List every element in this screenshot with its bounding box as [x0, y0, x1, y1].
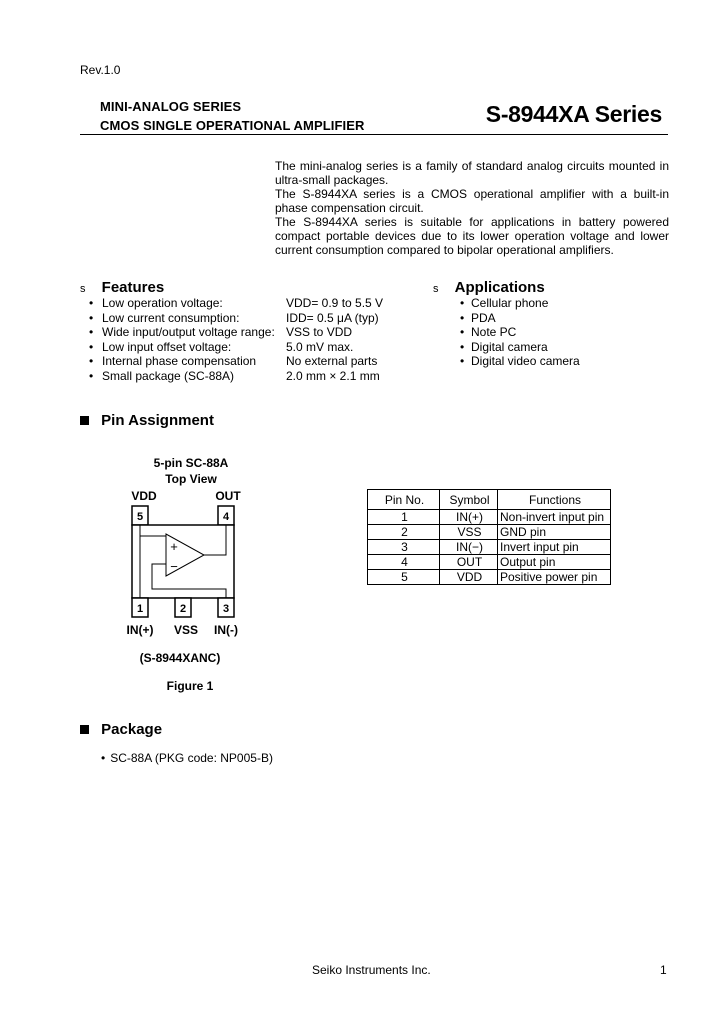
application-label: PDA: [471, 310, 496, 325]
bullet-icon: •: [101, 751, 106, 765]
table-cell: Positive power pin: [498, 570, 611, 585]
section-square-icon: [80, 416, 89, 425]
table-row: [368, 540, 611, 555]
feature-value: IDD= 0.5 μA (typ): [286, 310, 379, 325]
pin3-number: 3: [222, 603, 230, 615]
footer-company: Seiko Instruments Inc.: [312, 963, 431, 977]
figure-caption: Figure 1: [166, 679, 214, 693]
application-item: [460, 325, 580, 340]
feature-item: [89, 354, 429, 369]
part-name: (S-8944XANC): [139, 651, 221, 665]
header-rule: [80, 134, 668, 135]
table-cell: 5: [368, 570, 440, 585]
pin3-label: IN(-): [214, 623, 238, 637]
bullet-icon: •: [89, 354, 94, 369]
table-cell: VDD: [440, 570, 498, 585]
feature-value: VDD= 0.9 to 5.5 V: [286, 296, 384, 310]
table-cell: 4: [368, 555, 440, 570]
view-label: Top View: [165, 472, 217, 486]
feature-label: Small package (SC-88A): [102, 368, 235, 383]
table-cell: 2: [368, 525, 440, 540]
table-cell: IN(+): [440, 510, 498, 525]
bullet-icon: •: [89, 310, 94, 325]
feature-label: Low current consumption:: [102, 310, 240, 325]
opamp-minus: −: [170, 559, 178, 574]
application-item: [460, 296, 580, 311]
application-item: [460, 354, 580, 369]
intro-paragraph: The mini-analog series is a family of standard analog circuits mounted in ultra-small packages.: [275, 159, 669, 187]
intro-paragraph: The S-8944XA series is a CMOS operational amplifier with a built-in phase compensation circuit.: [275, 187, 669, 215]
bullet-icon: •: [460, 354, 465, 369]
feature-label: Internal phase compensation: [102, 354, 257, 369]
opamp-plus: +: [170, 539, 178, 554]
features-title: Features: [101, 279, 165, 296]
series-name: MINI-ANALOG SERIES: [100, 99, 242, 114]
pin1-number: 1: [136, 603, 144, 615]
bullet-icon: •: [460, 339, 465, 354]
intro-text: [275, 159, 669, 257]
pin-assignment-title: Pin Assignment: [101, 412, 214, 429]
bullet-icon: •: [89, 339, 94, 354]
intro-paragraph: The S-8944XA series is suitable for applications in battery powered compact portable devices due to its lower operation voltage and lower current consumption compared to bipolar operational amplifiers.: [275, 215, 669, 257]
document-title: S-8944XA Series: [485, 101, 662, 127]
table-cell: OUT: [440, 555, 498, 570]
applications-list: [460, 296, 580, 369]
feature-label: Low operation voltage:: [102, 296, 223, 310]
pin5-number: 5: [136, 511, 144, 523]
bullet-icon: •: [89, 368, 94, 383]
table-cell: Non-invert input pin: [498, 510, 611, 525]
package-code: SC-88A (PKG code: NP005-B): [110, 751, 273, 765]
page-number: 1: [660, 963, 667, 977]
feature-item: [89, 296, 429, 311]
bullet-icon: •: [460, 310, 465, 325]
pin4-number: 4: [222, 511, 230, 523]
section-square-icon: [80, 725, 89, 734]
feature-item: [89, 311, 429, 326]
application-label: Digital camera: [471, 339, 548, 354]
pinout-diagram: [120, 488, 260, 638]
feature-item: [89, 369, 429, 384]
product-category: CMOS SINGLE OPERATIONAL AMPLIFIER: [100, 118, 365, 133]
table-header: Symbol: [440, 490, 498, 510]
table-header-row: [368, 490, 611, 510]
features-heading: [80, 279, 164, 296]
application-item: [460, 311, 580, 326]
table-row: [368, 555, 611, 570]
table-cell: Invert input pin: [498, 540, 611, 555]
bullet-icon: •: [89, 296, 94, 310]
bullet-icon: •: [460, 296, 465, 310]
package-item: [101, 751, 273, 765]
package-title: Package: [101, 721, 163, 738]
table-cell: 1: [368, 510, 440, 525]
feature-item: [89, 340, 429, 355]
application-label: Digital video camera: [471, 354, 580, 369]
table-header: Functions: [498, 490, 611, 510]
features-list: [89, 296, 429, 384]
package-name: 5-pin SC-88A: [153, 456, 229, 470]
pin5-label: VDD: [131, 489, 157, 503]
application-label: Note PC: [471, 325, 517, 340]
table-header: Pin No.: [368, 490, 440, 510]
table-cell: Output pin: [498, 555, 611, 570]
feature-label: Wide input/output voltage range:: [102, 325, 275, 340]
pin2-label: VSS: [173, 623, 199, 637]
feature-label: Low input offset voltage:: [102, 339, 232, 354]
package-heading: [80, 721, 162, 738]
table-cell: GND pin: [498, 525, 611, 540]
feature-value: No external parts: [286, 354, 378, 369]
applications-title: Applications: [454, 279, 545, 296]
table-cell: IN(−): [440, 540, 498, 555]
pin-table: [367, 489, 611, 585]
feature-value: 2.0 mm × 2.1 mm: [286, 368, 380, 383]
pin4-label: OUT: [215, 489, 241, 503]
section-marker-icon: s: [80, 283, 86, 295]
feature-value: 5.0 mV max.: [286, 339, 354, 354]
section-marker-icon: s: [433, 283, 439, 295]
pin-assignment-heading: [80, 412, 214, 429]
application-item: [460, 340, 580, 355]
table-row: [368, 525, 611, 540]
table-cell: VSS: [440, 525, 498, 540]
pin1-label: IN(+): [126, 623, 154, 637]
bullet-icon: •: [460, 325, 465, 340]
revision-label: Rev.1.0: [80, 63, 121, 77]
pin2-number: 2: [179, 603, 187, 615]
feature-value: VSS to VDD: [286, 325, 353, 340]
table-cell: 3: [368, 540, 440, 555]
feature-item: [89, 325, 429, 340]
application-label: Cellular phone: [471, 296, 549, 310]
applications-heading: [433, 279, 545, 296]
bullet-icon: •: [89, 325, 94, 340]
table-row: [368, 570, 611, 585]
table-row: [368, 510, 611, 525]
